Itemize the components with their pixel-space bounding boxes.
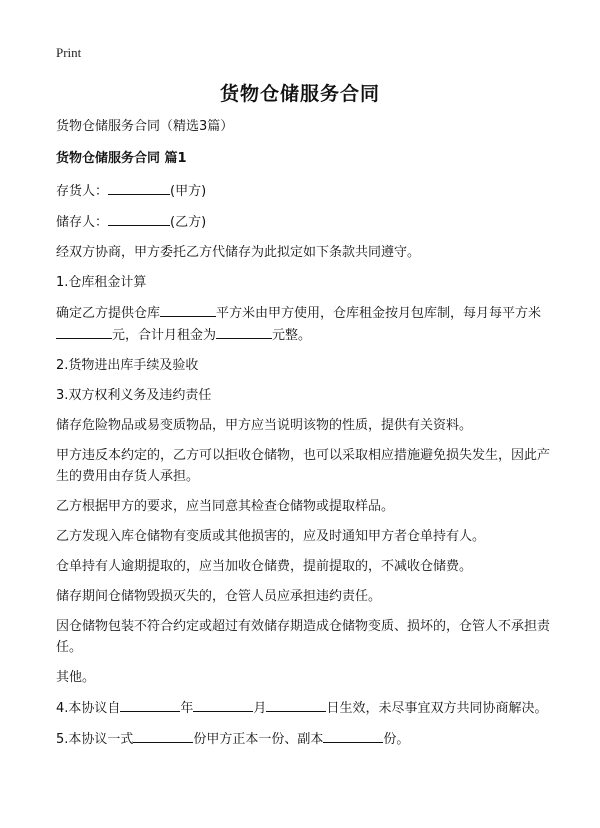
area-blank bbox=[160, 302, 216, 317]
custodian-suffix: (乙方) bbox=[170, 215, 207, 230]
packaging-paragraph: 因仓储物包装不符合约定或超过有效储存期造成仓储物变质、损坏的，仓管人不承担责任。 bbox=[56, 619, 551, 655]
year-blank bbox=[120, 697, 180, 712]
other-paragraph: 其他。 bbox=[56, 670, 96, 685]
item2-heading: 2.货物进出库手续及验收 bbox=[56, 358, 199, 373]
depositor-label: 存货人： bbox=[56, 184, 109, 199]
breach-paragraph: 甲方违反本约定的，乙方可以拒收仓储物，也可以采取相应措施避免损失发生，因此产生的费用由存货人承担。 bbox=[56, 448, 551, 484]
item3-heading: 3.双方权利义务及违约责任 bbox=[56, 388, 212, 403]
section-title: 货物仓储服务合同 篇1 bbox=[56, 151, 187, 166]
damage-notice-paragraph: 乙方发现入库仓储物有变质或其他损害的，应及时通知甲方者仓单持有人。 bbox=[56, 529, 486, 544]
dangerous-goods-paragraph: 储存危险物品或易变质物品，甲方应当说明该物的性质，提供有关资料。 bbox=[56, 418, 473, 433]
month-blank bbox=[193, 697, 253, 712]
item4-text-part2: 年 bbox=[180, 701, 194, 716]
monthly-rent-blank bbox=[216, 324, 272, 339]
item1-text-part4: 元整。 bbox=[272, 328, 312, 343]
item4-text-part4: 日生效，未尽事宜双方共同协商解决。 bbox=[326, 701, 548, 716]
print-link[interactable]: Print bbox=[56, 45, 82, 60]
depositor-suffix: (甲方) bbox=[170, 184, 207, 199]
custodian-label: 储存人： bbox=[56, 215, 109, 230]
item4-paragraph bbox=[56, 697, 550, 719]
custodian-blank bbox=[108, 211, 170, 226]
item5-text-part1: 5.本协议一式 bbox=[56, 732, 134, 747]
item1-text-part1: 确定乙方提供仓库 bbox=[56, 306, 161, 321]
day-blank bbox=[266, 697, 326, 712]
intro-paragraph: 经双方协商，甲方委托乙方代储存为此拟定如下条款共同遵守。 bbox=[56, 245, 421, 260]
depositor-line bbox=[56, 180, 550, 202]
item4-text-part3: 月 bbox=[253, 701, 267, 716]
document-body bbox=[56, 116, 550, 759]
item4-text-part1: 4.本协议自 bbox=[56, 701, 121, 716]
inspection-paragraph: 乙方根据甲方的要求，应当同意其检查仓储物或提取样品。 bbox=[56, 499, 395, 514]
copies-blank bbox=[133, 728, 193, 743]
item1-text-part2: 平方米由甲方使用，仓库租金按月包库制，每月每平方米 bbox=[216, 306, 542, 321]
item1-paragraph bbox=[56, 302, 550, 346]
item5-paragraph bbox=[56, 728, 550, 750]
unit-price-blank bbox=[56, 324, 112, 339]
overdue-paragraph: 仓单持有人逾期提取的，应当加收仓储费，提前提取的，不减收仓储费。 bbox=[56, 559, 473, 574]
item5-text-part2: 份甲方正本一份、副本 bbox=[193, 732, 324, 747]
custodian-line bbox=[56, 211, 550, 233]
depositor-blank bbox=[108, 180, 170, 195]
destroyed-paragraph: 储存期间仓储物毁损灭失的，仓管人员应承担违约责任。 bbox=[56, 589, 382, 604]
document-subtitle: 货物仓储服务合同（精选3篇） bbox=[56, 119, 234, 134]
item1-heading: 1.仓库租金计算 bbox=[56, 275, 147, 290]
item5-text-part3: 份。 bbox=[383, 732, 410, 747]
page-title: 货物仓储服务合同 bbox=[219, 83, 380, 105]
item1-text-part3: 元，合计月租金为 bbox=[112, 328, 217, 343]
duplicate-copies-blank bbox=[323, 728, 383, 743]
